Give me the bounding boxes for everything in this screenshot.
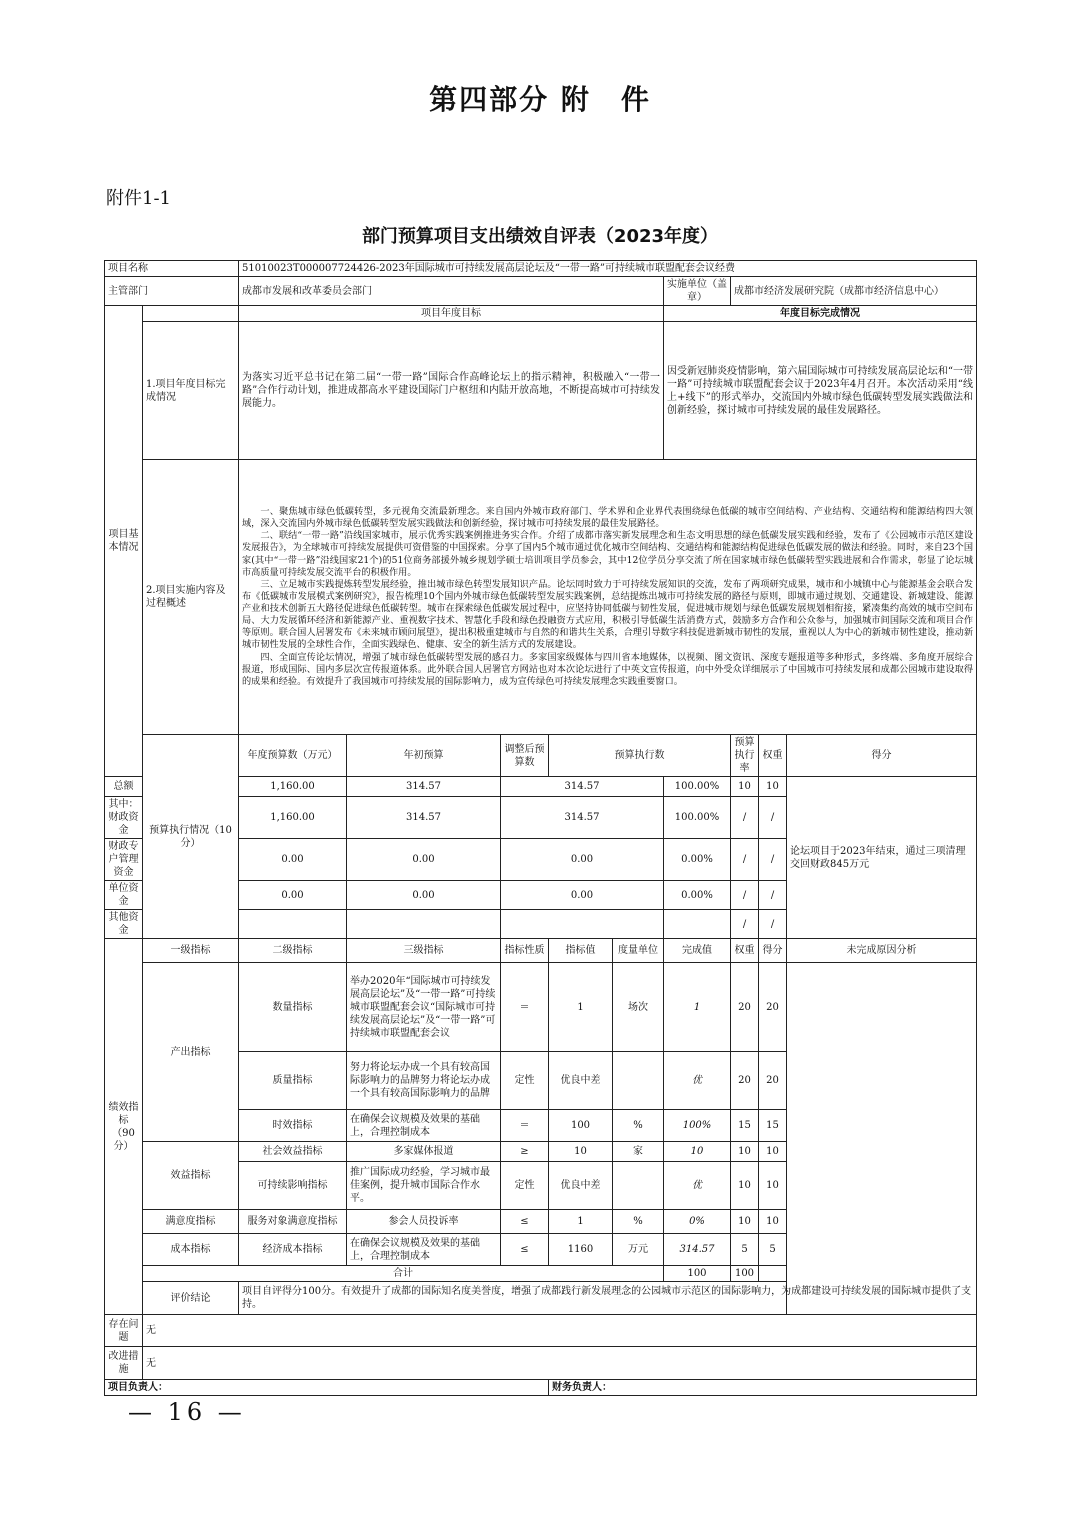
finance-owner-label: 财务负责人：	[549, 1380, 977, 1396]
perf-unit: 家	[613, 1142, 664, 1162]
perf-level2: 时效指标	[239, 1110, 347, 1142]
perf-actual: 100%	[664, 1110, 731, 1142]
budget-initial	[239, 910, 347, 939]
perf-nature: ≤	[501, 1234, 549, 1266]
attachment-label: 附件1-1	[106, 188, 171, 209]
dept-row	[105, 277, 977, 306]
budget-rate: 100.00%	[664, 797, 731, 839]
perf-actual: 优	[664, 1162, 731, 1210]
budget-adjusted: 314.57	[347, 797, 501, 839]
blank-cell	[143, 306, 239, 322]
perf-level1-output: 产出指标	[143, 963, 239, 1142]
eval-label: 评价结论	[143, 1282, 239, 1315]
perf-weight: 5	[731, 1234, 759, 1266]
budget-executed: 0.00	[501, 839, 664, 881]
impl-unit-value: 成都市经济发展研究院（成都市经济信息中心）	[731, 277, 977, 306]
perf-level3: 在确保会议规模及效果的基础上，合理控制成本	[347, 1110, 501, 1142]
perf-level2: 质量指标	[239, 1052, 347, 1110]
budget-header-2: 调整后预算数	[501, 735, 549, 777]
eval-row	[105, 1282, 977, 1315]
budget-score: /	[759, 797, 787, 839]
impl-unit-label: 实施单位（盖章）	[664, 277, 731, 306]
perf-actual: 优	[664, 1052, 731, 1110]
impl-row	[105, 460, 977, 735]
perf-target: 10	[549, 1142, 613, 1162]
perf-level3: 努力将论坛办成一个具有较高国际影响力的品牌努力将论坛办成一个具有较高国际影响力的品牌	[347, 1052, 501, 1110]
impl-row-label: 2.项目实施内容及过程概述	[143, 460, 239, 735]
issue-row	[105, 1315, 977, 1347]
budget-adjusted	[347, 910, 501, 939]
budget-executed	[501, 910, 664, 939]
budget-rate: 0.00%	[664, 881, 731, 910]
budget-adjusted: 314.57	[347, 777, 501, 797]
budget-weight: 10	[731, 777, 759, 797]
budget-header-1: 年初预算	[347, 735, 501, 777]
budget-weight: /	[731, 910, 759, 939]
perf-score: 15	[759, 1110, 787, 1142]
perf-header-1: 二级指标	[239, 939, 347, 963]
perf-weight: 10	[731, 1210, 759, 1234]
perf-level2: 经济成本指标	[239, 1234, 347, 1266]
dept-label: 主管部门	[105, 277, 239, 306]
perf-level2: 可持续影响指标	[239, 1162, 347, 1210]
perf-header-6: 完成值	[664, 939, 731, 963]
table-title: 部门预算项目支出绩效自评表（2023年度）	[361, 226, 719, 247]
budget-adjusted: 0.00	[347, 839, 501, 881]
perf-nature: 定性	[501, 1052, 549, 1110]
budget-rate: 100.00%	[664, 777, 731, 797]
budget-rate	[664, 910, 731, 939]
perf-nature: 定性	[501, 1162, 549, 1210]
perf-unit: %	[613, 1110, 664, 1142]
perf-actual: 1	[664, 963, 731, 1052]
improve-label: 改进措施	[105, 1347, 143, 1380]
budget-row-label: 单位资金	[105, 881, 143, 910]
goal-column-header: 项目年度目标	[239, 306, 664, 322]
budget-executed: 0.00	[501, 881, 664, 910]
budget-row-label: 总额	[105, 777, 143, 797]
perf-row	[105, 963, 977, 1052]
perf-unit: 场次	[613, 963, 664, 1052]
self-evaluation-table	[104, 260, 977, 1396]
perf-header-8: 得分	[759, 939, 787, 963]
impl-paragraph-3: 三、立足城市实践提炼转型发展经验，推出城市绿色转型发展知识产品。论坛同时致力于可持续发展知识的交流，发布了两项研究成果，城市和小城镇中心与能源基金会联合发布《低碳城市发展模式案例研究》，报告梳理10个国内外城市绿色低碳转型发展实践案例，总结提炼出城市可持续发展的路径与原则，即城市通过规划、交通建设、新城建设、能源产业和技术创新五大路径促进绿色低碳转型。城市在探索绿色低碳发展过程中，应坚持协同低碳与韧性发展，促进城市规划与绿色低碳发展规划相衔接，紧凑集约高效的城市空间布局、大力发展循环经济和新能源产业、重视数字技术、智慧化手段和绿色投融资方式应用，积极引导低碳生活消费方式，鼓励多方合作和公众参与，加强城市间国际交流和项目合作等原则。联合国人居署发布《未来城市顾问展望》，提出积极重建城市与自然的和谐共生关系，合理引导数字科技促进新城市韧性的发展，重视以人为中心的新城市韧性建设，推动新城市韧性发展的全球性合作，全面实践绿色、健康、安全的新生活方式的发展建设。	[242, 578, 974, 651]
perf-header-4: 指标值	[549, 939, 613, 963]
perf-target: 1	[549, 963, 613, 1052]
perf-target: 优良中差	[549, 1052, 613, 1110]
budget-header-row	[105, 735, 977, 777]
perf-actual: 314.57	[664, 1234, 731, 1266]
perf-score: 10	[759, 1162, 787, 1210]
perf-level2: 社会效益指标	[239, 1142, 347, 1162]
project-name-value: 51010023T000007724426-2023年国际城市可持续发展高层论坛及“一带一路”可持续城市联盟配套会议经费	[239, 261, 977, 277]
perf-weight: 20	[731, 1052, 759, 1110]
impl-content	[239, 460, 977, 735]
done-text-upper: 因受新冠肺炎疫情影响，第六届国际城市可持续发展高层论坛和“一带一路”可持续城市联盟配套会议于2023年4月召开。本次活动采用“线上+线下”的形式举办，交流国内外城市绿色低碳转型发展实践做法和创新经验，探讨城市可持续发展的最佳发展路径。	[664, 322, 977, 460]
budget-rate: 0.00%	[664, 839, 731, 881]
perf-level3: 推广国际成功经验，学习城市最佳案例，提升城市国际合作水平。	[347, 1162, 501, 1210]
part-title: 第四部分 附 件	[429, 83, 651, 116]
improve-row	[105, 1347, 977, 1380]
perf-header-9: 未完成原因分析	[787, 939, 977, 963]
perf-nature: ≥	[501, 1142, 549, 1162]
perf-level2: 数量指标	[239, 963, 347, 1052]
budget-adjusted: 0.00	[347, 881, 501, 910]
project-name-row	[105, 261, 977, 277]
perf-target: 1160	[549, 1234, 613, 1266]
perf-score: 20	[759, 1052, 787, 1110]
budget-header-3: 预算执行数	[549, 735, 731, 777]
budget-score: 10	[759, 777, 787, 797]
perf-unit	[613, 1052, 664, 1110]
perf-unit: %	[613, 1210, 664, 1234]
project-name-label: 项目名称	[105, 261, 239, 277]
goal-spacer-row	[105, 322, 977, 460]
budget-section-label: 预算执行情况（10分）	[143, 735, 239, 939]
perf-target: 优良中差	[549, 1162, 613, 1210]
budget-initial: 0.00	[239, 839, 347, 881]
perf-score: 5	[759, 1234, 787, 1266]
budget-score: /	[759, 839, 787, 881]
budget-header-6: 得分	[787, 735, 977, 777]
budget-header-0: 年度预算数（万元）	[239, 735, 347, 777]
perf-total-weight: 100	[664, 1266, 731, 1282]
perf-target: 1	[549, 1210, 613, 1234]
basic-header-row	[105, 306, 977, 322]
perf-unit: 万元	[613, 1234, 664, 1266]
perf-section-label: 绩效指标（90分）	[105, 939, 143, 1315]
impl-paragraph-4: 四、全面宣传论坛情况，增强了城市绿色低碳转型发展的感召力。多家国家级媒体与四川省本地媒体，以视频、图文资讯、深度专题报道等多种形式，多终端、多角度开展综合报道，形成国际、国内多层次宣传报道体系。此外联合国人居署官方网站也对本次论坛进行了中英文宣传报道，向中外受众详细展示了中国城市可持续发展和成都公园城市建设取得的成果和经验。有效提升了我国城市可持续发展的国际影响力，成为宣传绿色可持续发展理念实践重要窗口。	[242, 651, 974, 687]
perf-level1-cost: 成本指标	[143, 1234, 239, 1266]
budget-initial: 1,160.00	[239, 797, 347, 839]
perf-level3: 多家媒体报道	[347, 1142, 501, 1162]
perf-header-0: 一级指标	[143, 939, 239, 963]
dept-value: 成都市发展和改革委员会部门	[239, 277, 664, 306]
basic-section-label: 项目基本情况	[105, 306, 143, 777]
perf-level3: 参会人员投诉率	[347, 1210, 501, 1234]
issue-text: 无	[143, 1315, 977, 1347]
done-column-header: 年度目标完成情况	[664, 306, 977, 322]
perf-header-3: 指标性质	[501, 939, 549, 963]
impl-paragraph-2: 二、联结“一带一路”沿线国家城市，展示优秀实践案例推进务实合作。介绍了成都市落实新发展理念和生态文明思想的绿色低碳发展实践和经验，发布了《公园城市示范区建设发展报告》，为全球城市可持续发展提供可资借鉴的中国探索。分享了国内5个城市通过优化城市空间结构、交通结构和能源结构促进绿色低碳发展的做法和经验。同时，来自23个国家(其中“一带一路”沿线国家21个)的51位商务部援外城乡规划学硕士培训项目学员参会，其中12位学员分享交流了所在国家城市绿色低碳转型实践进展和合作需求，彰显了论坛城市高质量可持续发展交流平台的积极作用。	[242, 530, 974, 578]
perf-weight: 15	[731, 1110, 759, 1142]
budget-weight: /	[731, 881, 759, 910]
perf-weight: 10	[731, 1162, 759, 1210]
budget-row-label: 其中：财政资金	[105, 797, 143, 839]
perf-nature: ＝	[501, 1110, 549, 1142]
budget-header-4: 预算执行率	[731, 735, 759, 777]
perf-header-5: 度量单位	[613, 939, 664, 963]
goal-text-upper: 为落实习近平总书记在第二届“一带一路”国际合作高峰论坛上的指示精神，积极融入“一带一路”合作行动计划，推进成都高水平建设国际门户枢纽和内陆开放高地，不断提高城市可持续发展能力。	[239, 322, 664, 460]
perf-header-7: 权重	[731, 939, 759, 963]
budget-row-label: 其他资金	[105, 910, 143, 939]
budget-executed: 314.57	[501, 797, 664, 839]
perf-actual: 10	[664, 1142, 731, 1162]
project-owner-label: 项目负责人：	[105, 1380, 549, 1396]
perf-weight: 10	[731, 1142, 759, 1162]
budget-score: /	[759, 910, 787, 939]
budget-reason: 论坛项目于2023年结束，通过三项清理交回财政845万元	[787, 777, 977, 939]
budget-weight: /	[731, 797, 759, 839]
page-number: — 16 —	[128, 1398, 246, 1426]
budget-header-5: 权重	[759, 735, 787, 777]
goal-row-label: 1.项目年度目标完成情况	[143, 322, 239, 460]
budget-score: /	[759, 881, 787, 910]
perf-unit	[613, 1162, 664, 1210]
impl-paragraph-1: 一、聚焦城市绿色低碳转型，多元视角交流最新理念。来自国内外城市政府部门、学术界和企业界代表围绕绿色低碳的城市空间结构、产业结构、交通结构和能源结构四大领域，深入交流国内外城市绿色低碳转型发展实践做法和创新经验，探讨城市可持续发展的最佳发展路径。	[242, 505, 974, 530]
perf-score: 10	[759, 1210, 787, 1234]
perf-score: 20	[759, 963, 787, 1052]
budget-row-label: 财政专户管理资金	[105, 839, 143, 881]
perf-target: 100	[549, 1110, 613, 1142]
budget-initial: 0.00	[239, 881, 347, 910]
perf-total-score: 100	[731, 1266, 759, 1282]
perf-header-row	[105, 939, 977, 963]
perf-level1-benefit: 效益指标	[143, 1142, 239, 1210]
perf-level1-satisfaction: 满意度指标	[143, 1210, 239, 1234]
perf-unfinished-reason	[787, 963, 977, 1315]
budget-initial: 1,160.00	[239, 777, 347, 797]
perf-nature: ＝	[501, 963, 549, 1052]
perf-nature: ≤	[501, 1210, 549, 1234]
perf-total-label: 合计	[143, 1266, 664, 1282]
perf-level3: 举办2020年“国际城市可持续发展高层论坛”及“一带一路”可持续城市联盟配套会议“国际城市可持续发展高层论坛”及“一带一路”可持续城市联盟配套会议	[347, 963, 501, 1052]
signature-row	[105, 1380, 977, 1396]
eval-text: 项目自评得分100分。有效提升了成都的国际知名度美誉度，增强了成都践行新发展理念的公园城市示范区的国际影响力，为成都建设可持续发展的国际城市提供了支持。	[239, 1282, 977, 1315]
perf-level2: 服务对象满意度指标	[239, 1210, 347, 1234]
perf-weight: 20	[731, 963, 759, 1052]
perf-level3: 在确保会议规模及效果的基础上，合理控制成本	[347, 1234, 501, 1266]
budget-weight: /	[731, 839, 759, 881]
improve-text: 无	[143, 1347, 977, 1380]
issue-label: 存在问题	[105, 1315, 143, 1347]
budget-executed: 314.57	[501, 777, 664, 797]
perf-header-2: 三级指标	[347, 939, 501, 963]
perf-score: 10	[759, 1142, 787, 1162]
perf-actual: 0%	[664, 1210, 731, 1234]
